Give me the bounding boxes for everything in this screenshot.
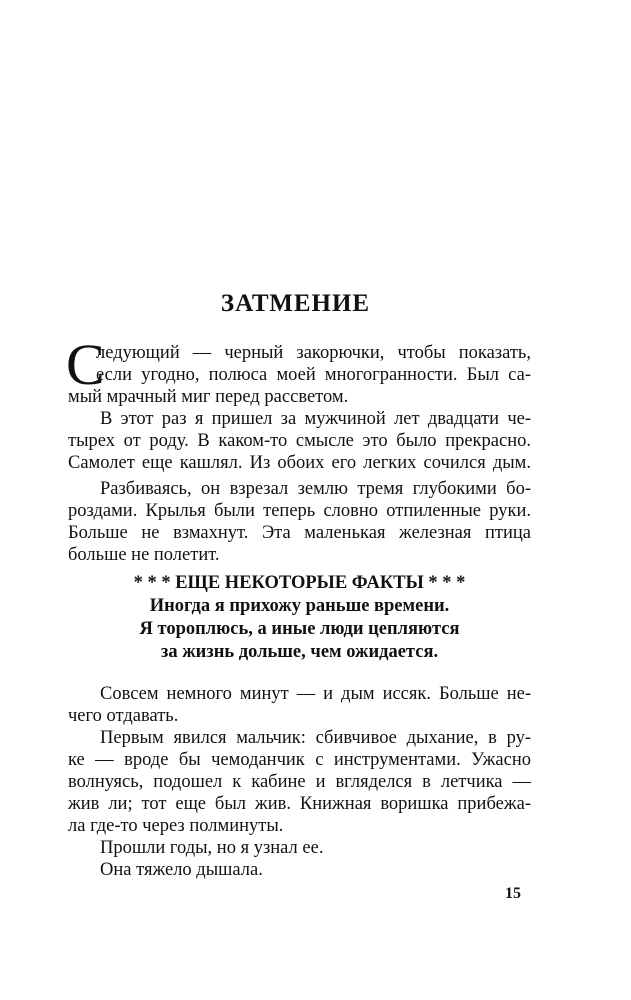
facts-line: Иногда я прихожу раньше времени. <box>149 596 450 616</box>
facts-heading: * * * ЕЩЕ НЕКОТОРЫЕ ФАКТЫ * * * <box>133 573 466 593</box>
text-line: роздами. Крылья были теперь словно отпиленные руки. <box>68 501 531 521</box>
text-line: Прошли годы, но я узнал ее. <box>100 838 324 858</box>
text-line: Разбиваясь, он взрезал землю тремя глубокими бо- <box>100 479 531 499</box>
text-line: Самолет еще кашлял. Из обоих его легких сочился дым. <box>68 453 531 473</box>
text-line: Больше не взмахнут. Эта маленькая железная птица <box>68 523 531 543</box>
text-line: Она тяжело дышала. <box>100 860 263 880</box>
page-number: 15 <box>505 885 521 902</box>
text-line: больше не полетит. <box>68 545 220 565</box>
text-line: Первым явился мальчик: сбивчивое дыхание, в ру- <box>100 728 531 748</box>
text-line: ла где-то через полминуты. <box>68 816 284 836</box>
text-line: Совсем немного минут — и дым иссяк. Больше не- <box>100 684 531 704</box>
drop-cap: С <box>66 332 105 397</box>
text-line: волнуясь, подошел к кабине и вгляделся в летчика — <box>68 772 531 792</box>
text-line: ледующий — черный закорючки, чтобы показать, <box>96 343 531 363</box>
text-line: если угодно, полюса моей многогранности. Был са- <box>96 365 531 385</box>
text-line: ке — вроде бы чемоданчик с инструментами. Ужасно <box>68 750 531 770</box>
text-line: тырех от роду. В каком-то смысле это было прекрасно. <box>68 431 531 451</box>
facts-line: за жизнь дольше, чем ожидается. <box>160 642 439 662</box>
facts-line: Я тороплюсь, а иные люди цепляются <box>139 619 460 639</box>
text-line: мый мрачный миг перед рассветом. <box>68 387 349 407</box>
text-line: чего отдавать. <box>68 706 179 726</box>
chapter-title: ЗАТМЕНИЕ <box>220 290 371 317</box>
text-line: В этот раз я пришел за мужчиной лет двадцати че- <box>100 409 531 429</box>
text-line: жив ли; тот еще был жив. Книжная воришка прибежа- <box>68 794 531 814</box>
